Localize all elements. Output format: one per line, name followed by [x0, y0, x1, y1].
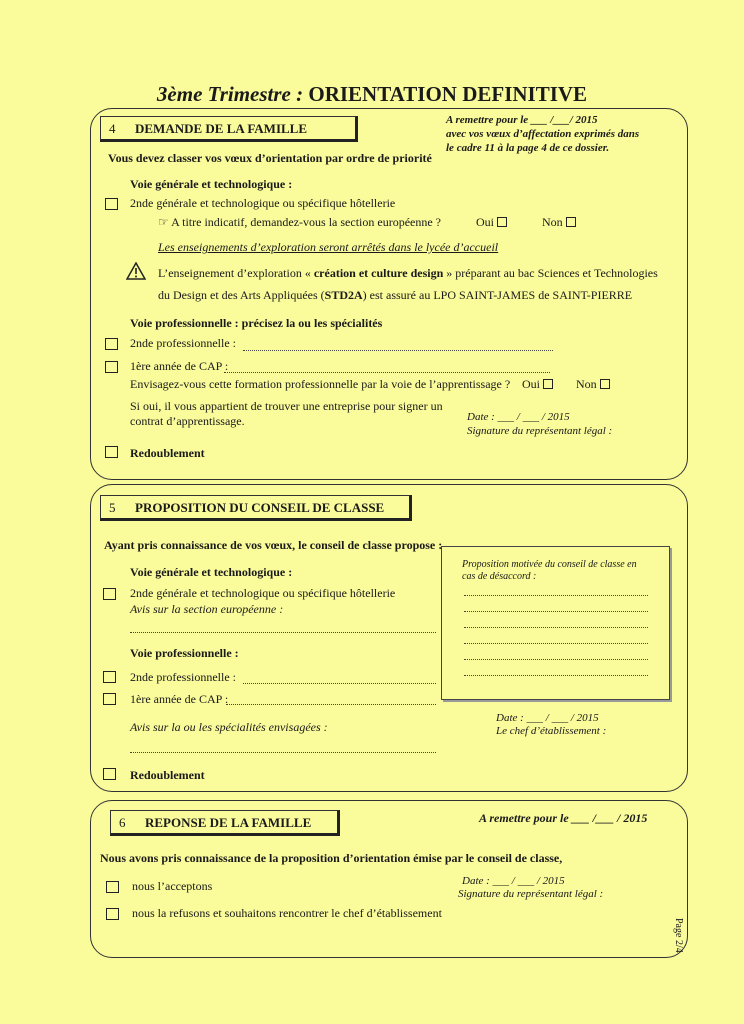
s6-accept-checkbox[interactable] — [106, 881, 119, 893]
warning-icon — [126, 262, 146, 285]
s4-remit-2: avec vos vœux d’affectation exprimés dans — [446, 128, 640, 140]
s5-box-line-6[interactable] — [464, 675, 648, 676]
s4-appr-non[interactable] — [576, 377, 610, 392]
s5-avis-specialites: Avis sur la ou les spécialités envisagées : — [130, 720, 328, 734]
s4-appr-oui-checkbox[interactable] — [543, 379, 553, 389]
s5-vg-title: Voie générale et technologique : — [130, 565, 293, 579]
s5-vp-opt2-checkbox[interactable] — [103, 693, 116, 705]
s5-avis-specialites-field[interactable] — [130, 752, 436, 753]
section-6-number: 6 — [119, 815, 126, 830]
s4-vp-opt1-checkbox[interactable] — [105, 338, 118, 350]
s6-remit: A remettre pour le ___ /___ / 2015 — [479, 811, 648, 825]
s5-avis-euro-field[interactable] — [130, 632, 436, 633]
s4-si-oui-line2: contrat d’apprentissage. — [130, 414, 245, 428]
s4-appr-oui[interactable] — [522, 377, 553, 392]
s4-signature: Signature du représentant légal : — [467, 425, 613, 437]
s6-date: Date : ___ / ___ / 2015 — [462, 875, 565, 887]
s5-box-line-2[interactable] — [464, 611, 648, 612]
s5-chef: Le chef d’établissement : — [496, 725, 607, 737]
s4-vg-checkbox[interactable] — [105, 198, 118, 210]
s4-vg-option: 2nde générale et technologique ou spécifique hôtellerie — [130, 196, 396, 210]
s5-vp-opt2-field[interactable] — [226, 704, 436, 705]
s5-vp-opt1-field[interactable] — [243, 683, 436, 684]
s4-std2a-2b: STD2A — [324, 288, 363, 302]
s4-std2a-2c: ) est assuré au LPO SAINT-JAMES de SAINT-PIERRE — [362, 288, 633, 302]
s4-vp-opt2-field[interactable] — [224, 372, 550, 373]
pointing-hand-icon: ☞ — [158, 215, 169, 229]
s4-apprentissage-question: Envisagez-vous cette formation professionnelle par la voie de l’apprentissage ? — [130, 377, 511, 391]
page-title — [0, 82, 744, 107]
s4-appr-non-label: Non — [576, 377, 597, 391]
s5-proposition-box[interactable] — [441, 546, 670, 700]
s6-refuse-checkbox[interactable] — [106, 908, 119, 920]
s4-remit-3: le cadre 11 à la page 4 de ce dossier. — [446, 142, 610, 154]
s4-vp-opt1-field[interactable] — [243, 350, 553, 351]
s4-std2a-line2 — [158, 288, 632, 303]
s4-vp-opt2-checkbox[interactable] — [105, 361, 118, 373]
s4-euro-question: A titre indicatif, demandez-vous la section européenne ? — [171, 215, 442, 229]
s4-std2a-1b: création et culture design — [313, 266, 444, 280]
page-number: Page 2/4 — [673, 918, 684, 953]
s4-euro-oui[interactable] — [476, 215, 507, 230]
s5-vp-opt1: 2nde professionnelle : — [130, 670, 236, 684]
s4-euro-question-row — [158, 215, 441, 230]
s5-box-line-3[interactable] — [464, 627, 648, 628]
section-4-title: DEMANDE DE LA FAMILLE — [135, 121, 308, 136]
s5-box-line-1[interactable] — [464, 595, 648, 596]
s4-std2a-2a: du Design et des Arts Appliquées ( — [158, 288, 325, 302]
s4-appr-non-checkbox[interactable] — [600, 379, 610, 389]
s4-vp-opt1: 2nde professionnelle : — [130, 336, 236, 350]
s4-euro-non[interactable] — [542, 215, 576, 230]
s4-vp-title: Voie professionnelle : précisez la ou les spécialités — [130, 316, 383, 330]
s4-vg-title: Voie générale et technologique : — [130, 177, 293, 191]
s5-vg-option: 2nde générale et technologique ou spécifique hôtellerie — [130, 586, 396, 600]
s5-date: Date : ___ / ___ / 2015 — [496, 712, 599, 724]
s5-vp-opt1-checkbox[interactable] — [103, 671, 116, 683]
s5-redoublement-checkbox[interactable] — [103, 768, 116, 780]
s4-remit-1: A remettre pour le ___ /___/ 2015 — [446, 114, 598, 126]
s4-date: Date : ___ / ___ / 2015 — [467, 411, 570, 423]
s4-std2a-1a: L’enseignement d’exploration « — [158, 266, 314, 280]
s4-std2a-line1 — [158, 266, 658, 281]
s4-euro-non-label: Non — [542, 215, 563, 229]
title-prefix: 3ème Trimestre : — [156, 82, 304, 106]
s6-refuse: nous la refusons et souhaitons rencontrer le chef d’établissement — [132, 906, 442, 920]
section-4-number: 4 — [109, 121, 116, 136]
s4-redoublement: Redoublement — [130, 446, 205, 460]
s5-vp-title: Voie professionnelle : — [130, 646, 239, 660]
section-6-header — [110, 810, 340, 836]
s4-euro-oui-checkbox[interactable] — [497, 217, 507, 227]
section-4-header — [100, 116, 358, 142]
section-5-title: PROPOSITION DU CONSEIL DE CLASSE — [135, 500, 385, 515]
s4-std2a-1c: » préparant au bac Sciences et Technologies — [443, 266, 658, 280]
section-5-number: 5 — [109, 500, 116, 515]
s4-redoublement-checkbox[interactable] — [105, 446, 118, 458]
s4-intro: Vous devez classer vos vœux d’orientation par ordre de priorité — [108, 151, 432, 165]
section-6-title: REPONSE DE LA FAMILLE — [145, 815, 312, 830]
s4-euro-non-checkbox[interactable] — [566, 217, 576, 227]
s4-exploration-note: Les enseignements d’exploration seront arrêtés dans le lycée d’accueil — [158, 240, 499, 254]
s5-vp-opt2: 1ère année de CAP : — [130, 692, 229, 706]
s4-euro-oui-label: Oui — [476, 215, 494, 229]
s5-redoublement: Redoublement — [130, 768, 205, 782]
s5-box-line-5[interactable] — [464, 659, 648, 660]
s5-avis-euro: Avis sur la section européenne : — [130, 602, 284, 616]
s6-intro: Nous avons pris connaissance de la proposition d’orientation émise par le conseil de classe, — [100, 851, 563, 865]
s5-vg-checkbox[interactable] — [103, 588, 116, 600]
title-main: ORIENTATION DEFINITIVE — [308, 82, 588, 106]
s5-box-line-4[interactable] — [464, 643, 648, 644]
s4-vp-opt2: 1ère année de CAP : — [130, 359, 229, 373]
s4-si-oui-line1: Si oui, il vous appartient de trouver une entreprise pour signer un — [130, 399, 443, 413]
s5-intro: Ayant pris connaissance de vos vœux, le conseil de classe propose : — [104, 538, 443, 552]
s5-box-title-1: Proposition motivée du conseil de classe en — [462, 559, 637, 570]
s4-appr-oui-label: Oui — [522, 377, 540, 391]
section-5-header — [100, 495, 412, 521]
s5-box-title-2: cas de désaccord : — [462, 571, 537, 582]
s6-signature: Signature du représentant légal : — [458, 888, 604, 900]
s6-accept: nous l’acceptons — [132, 879, 213, 893]
